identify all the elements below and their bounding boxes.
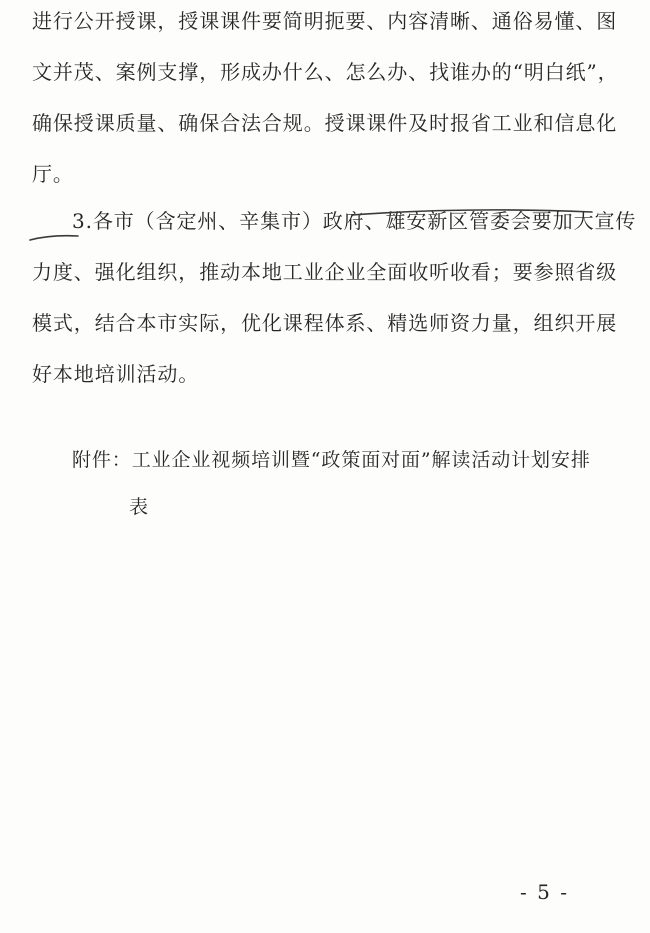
item-3-line-1: 3.各市（含定州、辛集市）政府、雄安新区管委会要加大宣传 (72, 209, 637, 233)
item-3-line-3: 模式，结合本市实际，优化课程体系、精选师资力量，组织开展 (32, 311, 618, 335)
handwritten-underline-2 (30, 236, 78, 240)
attachment-line-2: 表 (129, 496, 149, 518)
attachment-line-1: 附件：工业企业视频培训暨“政策面对面”解读活动计划安排 (72, 449, 591, 471)
paragraph-line-2: 文并茂、案例支撑，形成办什么、怎么办、找谁办的“明白纸”， (32, 60, 619, 84)
page-number: - 5 - (520, 880, 569, 904)
item-3-line-4: 好本地培训活动。 (32, 362, 200, 386)
paragraph-line-3: 确保授课质量、确保合法合规。授课课件及时报省工业和信息化 (32, 111, 618, 135)
paragraph-line-4: 厅。 (32, 162, 74, 186)
paragraph-line-1: 进行公开授课，授课课件要简明扼要、内容清晰、通俗易懂、图 (32, 9, 618, 33)
item-3-line-2: 力度、强化组织，推动本地工业企业全面收听收看；要参照省级 (32, 260, 618, 284)
